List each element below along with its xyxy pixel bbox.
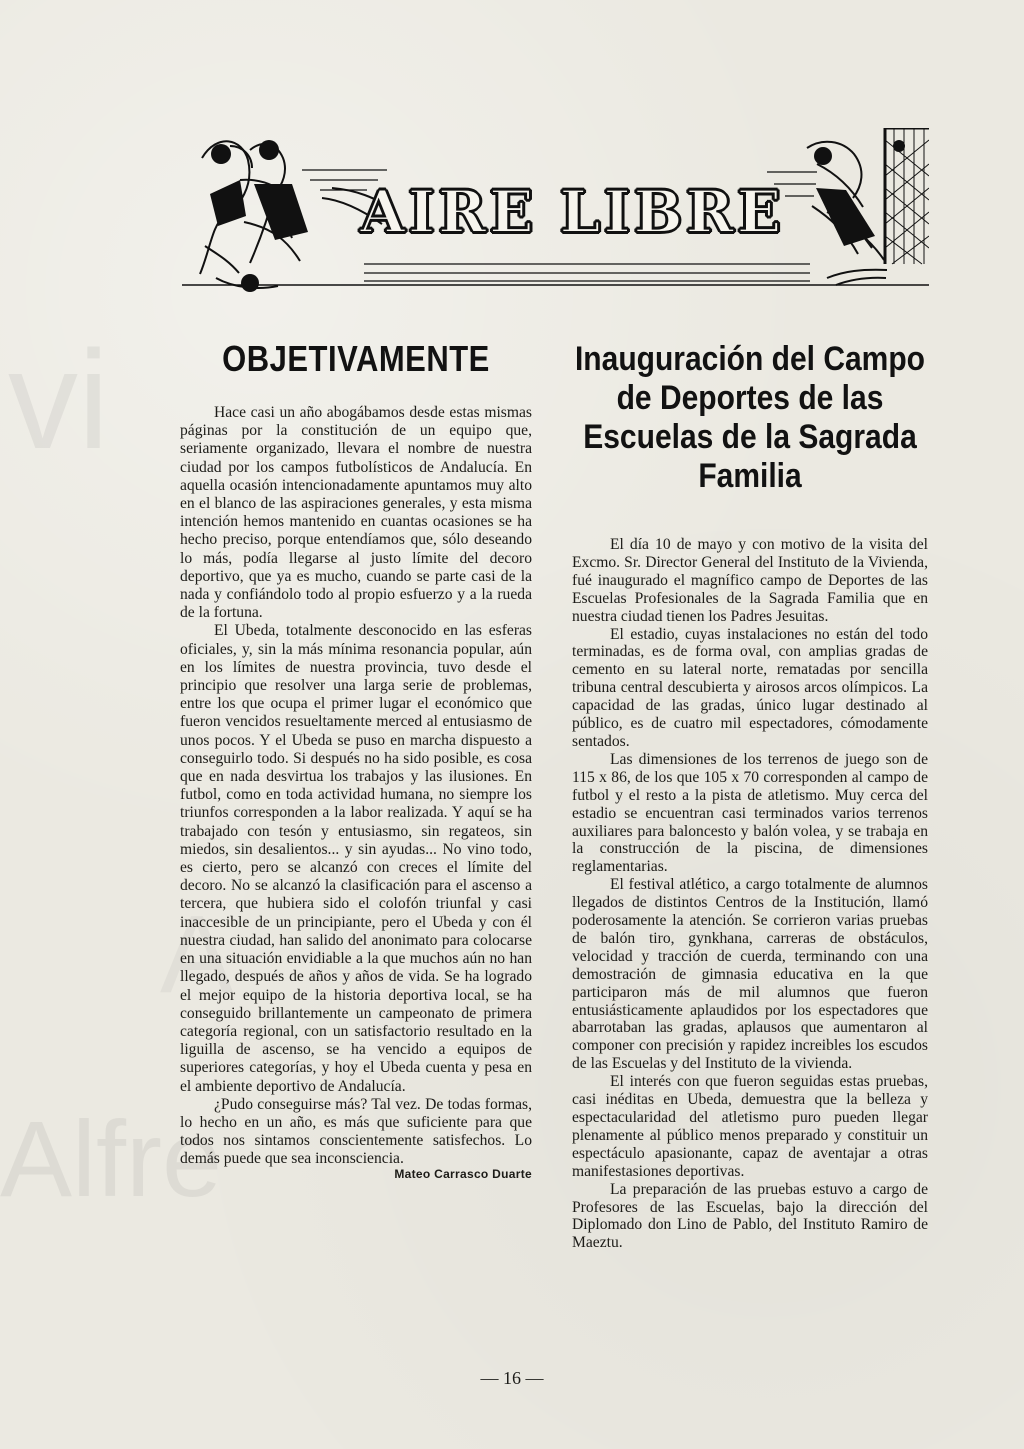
left-article-paragraph: ¿Pudo conseguirse más? Tal vez. De todas formas, lo hecho en un año, es más que suficiente para que todos nos sintamos conscientemente satisfechos. Lo demás puede que sea inconsciencia.: [180, 1095, 532, 1168]
section-title: AIRE LIBRE: [359, 178, 785, 246]
right-article-title: Inauguración del Campo de Deportes de las Escuelas de la Sagrada Familia: [574, 340, 926, 496]
author-signature: Mateo Carrasco Duarte: [394, 1166, 532, 1181]
right-article-paragraph: El estadio, cuyas instalaciones no están del todo terminadas, es de forma oval, con amplias gradas de cemento en su lateral norte, rematadas por sencilla tribuna central descubierta y airosos arcos olímpicos. La capacidad de las gradas, único lugar destinado al público, es de cuatro mil espectadores, cómodamente sentados.: [572, 625, 928, 750]
right-article: [572, 340, 928, 1252]
section-header: [182, 128, 929, 300]
left-article: [180, 338, 532, 1181]
page-number: — 16 —: [480, 1368, 544, 1388]
right-article-paragraph: La preparación de las pruebas estuvo a cargo de Profesores de las Escuelas, bajo la dirección del Diplomado don Lino de Pablo, del Instituto Ramiro de Maeztu.: [572, 1180, 928, 1252]
right-article-paragraph: Las dimensiones de los terrenos de juego son de 115 x 86, de los que 105 x 70 corresponden al campo de futbol y el resto a la pista de atletismo. Muy cerca del estadio se encuentran casi terminados varios terrenos auxiliares para baloncesto y balón volea, y se trabaja en la construcción de la piscina, de dimensiones reglamentarias.: [572, 750, 928, 876]
right-article-paragraph: El interés con que fueron seguidas estas pruebas, casi inéditas en Ubeda, demuestra que la belleza y espectacularidad del atletismo puro pueden llegar plenamente al público menos preparado y constituir un espectáculo apasionante, capaz de aventajar a otras manifestasiones deportivas.: [572, 1073, 928, 1180]
left-article-title: OBJETIVAMENTE: [222, 338, 490, 380]
left-article-paragraph: El Ubeda, totalmente desconocido en las esferas oficiales, y, sin la más mínima resonancia popular, aún en los límites de nuestra provincia, tuvo desde el principio que resolver una larga serie de problemas, entre los que ocupa el primer lugar el económico que fueron vencidos resueltamente merced al entusiasmo de unos pocos. Y el Ubeda se puso en marcha dispuesto a conseguirlo todo. Si después no ha sido posible, es cosa que en nada desvirtua los trabajos y las ilusiones. En futbol, como en toda actividad humana, no siempre los triunfos corresponden a la labor realizada. Y aquí se ha trabajado con tesón y entusiasmo, sin regateos, sin miedos, sin desalientos... y sin ayudas... No vino todo, es cierto, pero se alcanzó con creces el límite del decoro. No se alcanzó la clasificación para el ascenso a tercera, que hubiera sido el colofón triunfal y casi inaccesible de un principiante, pero el Ubeda y con él nuestra ciudad, han salido del anonimato para colocarse en una situación envidiable a la que muchos aún no han llegado, después de años y años de vida. Se ha logrado el mejor equipo de la historia deportiva local, se ha conseguido brillantemente un campeonato de primera categoría regional, con un satisfactorio resultado en la liguilla de ascenso, se ha vencido a equipos de superiores categorías, y hoy el Ubeda cuenta y pesa en el ambiente deportivo de Andalucía.: [180, 622, 532, 1095]
left-article-paragraph: Hace casi un año abogábamos desde estas mismas páginas por la constitución de un equipo que, seriamente organizado, llevara el nombre de nuestra ciudad por los campos futbolísticos de Andalucía. En aquella ocasión intencionadamente apuntamos muy alto en el blanco de las aspiraciones generales, y esta misma intención hemos mantenido en cuantas ocasiones se ha hecho preciso, porque entendíamos que, sólo deseando lo más, podía llegarse al justo límite del decoro deportivo, que ya es mucho, cuando se parte casi de la nada y confiándolo todo al propio esfuerzo y a la rueda de la fortuna.: [180, 404, 532, 622]
left-article-body: [180, 404, 532, 1169]
right-article-body: [572, 536, 928, 1252]
right-article-paragraph: El día 10 de mayo y con motivo de la visita del Excmo. Sr. Director General del Instituto de la Vivienda, fué inaugurado el magnífico campo de Deportes de las Escuelas Profesionales de la Sagrada Familia que en nuestra ciudad tienen los Padres Jesuitas.: [572, 536, 928, 625]
right-article-paragraph: El festival atlético, a cargo totalmente de alumnos llegados de distintos Centros de la Institución, llamó poderosamente la atención. Se corrieron varias pruebas de balón tiro, gynkhana, carreras de obstáculos, velocidad y tracción de cuerda, terminando con una demostración de gimnasia educativa en la que participaron más de mil alumnos que fueron entusiásticamente aplaudidos por los espectadores que abarrotaban las gradas, aplausos que aumentaron al componer con precisión y rapidez increibles los escudos de las Escuelas y del Instituto de la vivienda.: [572, 876, 928, 1073]
